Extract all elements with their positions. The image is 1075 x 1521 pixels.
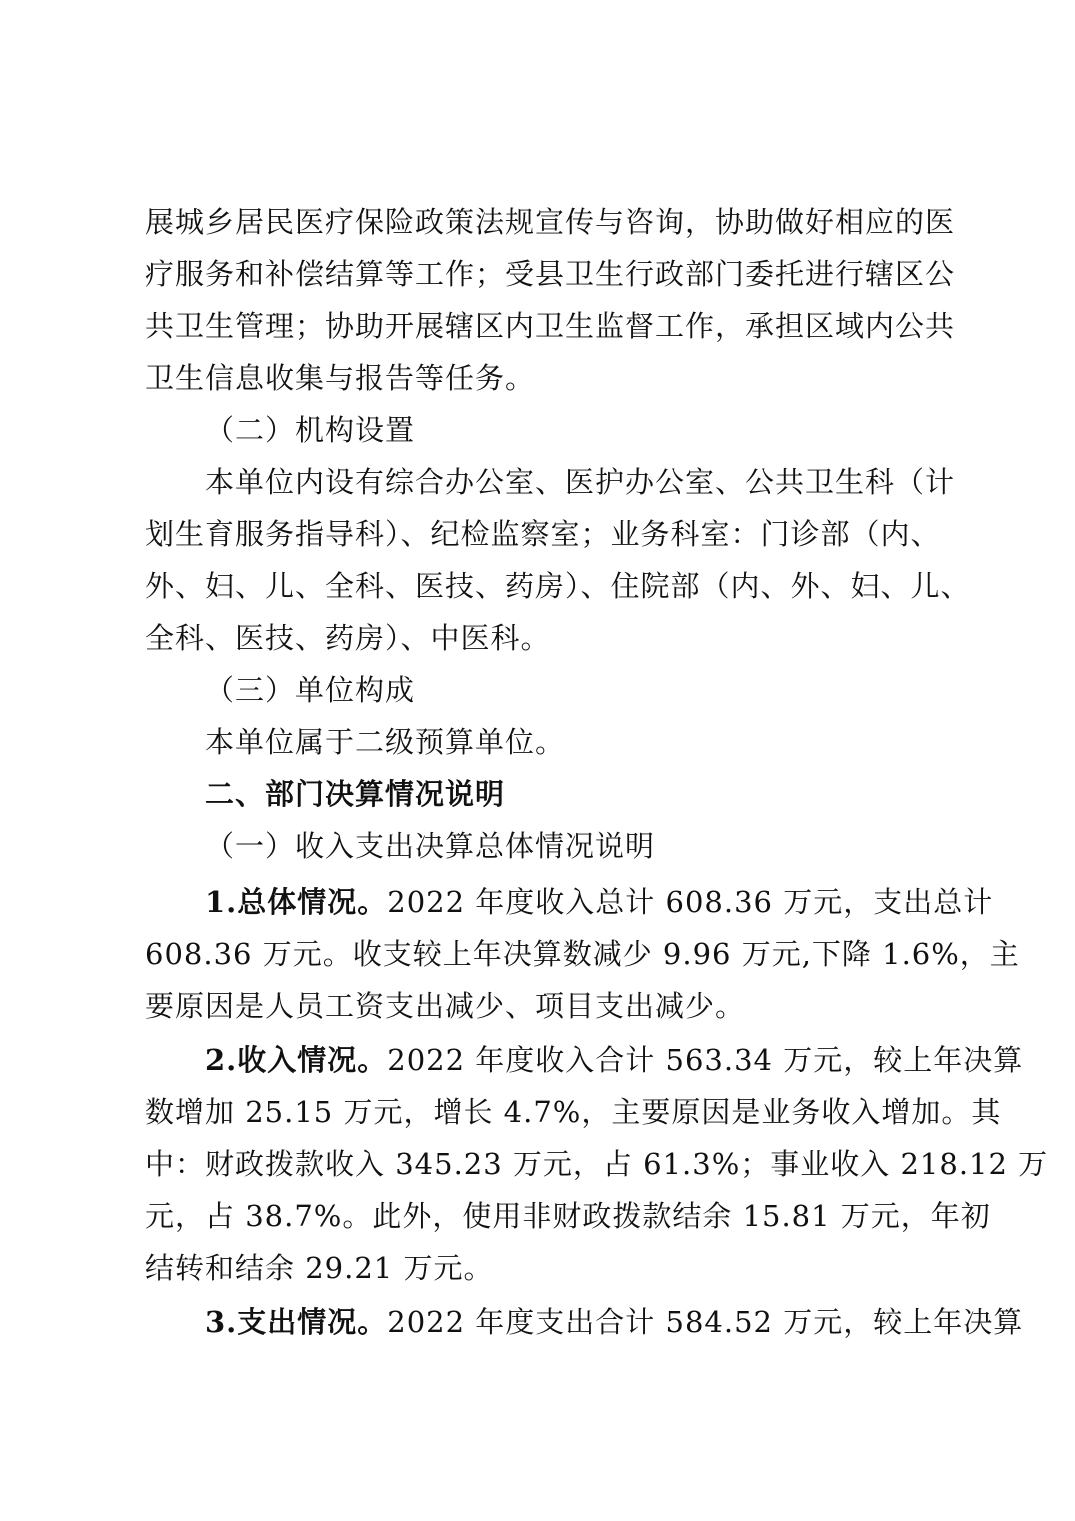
paragraph-line: 本单位属于二级预算单位。 bbox=[205, 725, 566, 759]
paragraph-lead: 1.总体情况。 bbox=[205, 885, 388, 919]
paragraph-text: 2022 年度收入合计 563.34 万元，较上年决算 bbox=[387, 1043, 1024, 1077]
paragraph-line: 疗服务和补偿结算等工作；受县卫生行政部门委托进行辖区公 bbox=[145, 257, 956, 291]
paragraph-line: 元，占 38.7%。此外，使用非财政拨款结余 15.81 万元，年初 bbox=[145, 1199, 991, 1233]
paragraph-line: 数增加 25.15 万元，增长 4.7%，主要原因是业务收入增加。其 bbox=[145, 1095, 1002, 1129]
subheading-org-structure: （二）机构设置 bbox=[205, 413, 416, 447]
paragraph-text: 2022 年度支出合计 584.52 万元，较上年决算 bbox=[387, 1305, 1024, 1339]
subheading-income-expense: （一）收入支出决算总体情况说明 bbox=[205, 829, 656, 863]
paragraph-line: 共卫生管理；协助开展辖区内卫生监督工作，承担区域内公共 bbox=[145, 309, 956, 343]
paragraph-line: 要原因是人员工资支出减少、项目支出减少。 bbox=[145, 989, 746, 1023]
paragraph-line: 外、妇、儿、全科、医技、药房）、住院部（内、外、妇、儿、 bbox=[145, 569, 971, 603]
paragraph-line: 展城乡居民医疗保险政策法规宣传与咨询，协助做好相应的医 bbox=[145, 205, 956, 239]
paragraph-line bbox=[205, 1296, 1023, 1348]
paragraph-line: 全科、医技、药房）、中医科。 bbox=[145, 621, 551, 655]
paragraph-line: 中：财政拨款收入 345.23 万元，占 61.3%；事业收入 218.12 万 bbox=[145, 1147, 1049, 1181]
subheading-unit-composition: （三）单位构成 bbox=[205, 673, 416, 707]
paragraph-line bbox=[205, 1034, 1023, 1086]
paragraph-lead: 2.收入情况。 bbox=[205, 1043, 388, 1077]
paragraph-line: 划生育服务指导科）、纪检监察室；业务科室：门诊部（内、 bbox=[145, 517, 941, 551]
paragraph-line: 卫生信息收集与报告等任务。 bbox=[145, 361, 536, 395]
paragraph-lead: 3.支出情况。 bbox=[205, 1305, 388, 1339]
paragraph-line bbox=[205, 876, 993, 928]
section-heading: 二、部门决算情况说明 bbox=[205, 777, 506, 811]
paragraph-text: 2022 年度收入总计 608.36 万元，支出总计 bbox=[387, 885, 994, 919]
paragraph-line: 结转和结余 29.21 万元。 bbox=[145, 1251, 494, 1285]
paragraph-line: 本单位内设有综合办公室、医护办公室、公共卫生科（计 bbox=[205, 465, 956, 499]
paragraph-line: 608.36 万元。收支较上年决算数减少 9.96 万元,下降 1.6%，主 bbox=[145, 937, 1020, 971]
